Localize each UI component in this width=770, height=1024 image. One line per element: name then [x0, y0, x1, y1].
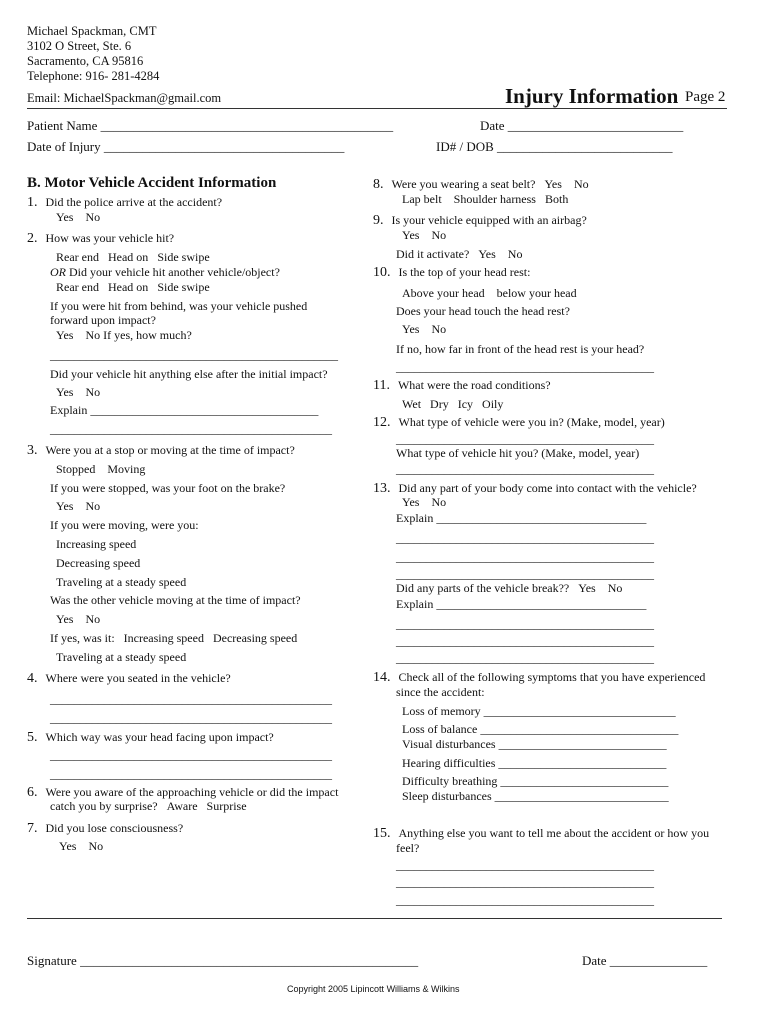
symptom-sleep[interactable]: Sleep disturbances _____________________________ [402, 789, 669, 803]
date-field[interactable]: Date ___________________________ [480, 118, 684, 133]
q13-break[interactable]: Did any parts of the vehicle break?? Yes No [396, 581, 623, 595]
q13-line6[interactable]: ___________________________________________ [396, 651, 654, 665]
q13-explain-field[interactable]: Explain ___________________________________ [396, 511, 647, 525]
q11-text: 11. What were the road conditions? [373, 378, 551, 393]
q3-steady-option[interactable]: Traveling at a steady speed [56, 575, 187, 589]
q12-text2: What type of vehicle hit you? (Make, model, year) [396, 446, 640, 460]
q7-text: 7. Did you lose consciousness? [27, 821, 184, 836]
q8-belt-options[interactable]: Lap belt Shoulder harness Both [402, 192, 569, 206]
q2-behind-text2: forward upon impact? [50, 313, 156, 327]
q3-text: 3. Were you at a stop or moving at the time of impact? [27, 443, 295, 458]
q10-touch-text: Does your head touch the head rest? [396, 304, 570, 318]
q13-text: 13. Did any part of your body come into contact with the vehicle? [373, 481, 697, 496]
q13-options[interactable]: Yes No [402, 495, 447, 509]
q2-explain-field[interactable]: Explain ______________________________________ [50, 403, 319, 417]
patient-name-field[interactable]: Patient Name _____________________________________________ [27, 118, 394, 133]
q1-options[interactable]: Yes No [56, 210, 101, 224]
q1-text: 1. Did the police arrive at the accident? [27, 195, 223, 210]
q2-behind-text: If you were hit from behind, was your vehicle pushed [50, 299, 308, 313]
footer-divider [27, 918, 722, 919]
q3-inc-option[interactable]: Increasing speed [56, 537, 137, 551]
q13-line3[interactable]: ___________________________________________ [396, 567, 654, 581]
symptom-visual[interactable]: Visual disturbances ____________________________ [402, 737, 667, 751]
q12-line2[interactable]: ___________________________________________ [396, 462, 654, 476]
clinic-street: 3102 O Street, Ste. 6 [27, 39, 132, 53]
q10-ifno-text: If no, how far in front of the head rest is your head? [396, 342, 645, 356]
clinic-email: Email: MichaelSpackman@gmail.com [27, 91, 222, 105]
q12-line[interactable]: ___________________________________________ [396, 432, 654, 446]
clinic-phone: Telephone: 916- 281-4284 [27, 69, 160, 83]
q14-text: 14. Check all of the following symptoms that you have experienced [373, 670, 706, 685]
q2-hit-options[interactable]: Rear end Head on Side swipe [56, 250, 210, 264]
clinic-city: Sacramento, CA 95816 [27, 54, 144, 68]
q2-explain-line[interactable]: _______________________________________________ [50, 422, 332, 436]
q2-text: 2. How was your vehicle hit? [27, 231, 175, 246]
q2-else-options[interactable]: Yes No [56, 385, 101, 399]
q13-explain-field2[interactable]: Explain ___________________________________ [396, 597, 647, 611]
symptom-breathing[interactable]: Difficulty breathing ____________________________ [402, 774, 669, 788]
q3-brake-text: If you were stopped, was your foot on the brake? [50, 481, 286, 495]
q3-moving-text: If you were moving, were you: [50, 518, 199, 532]
q15-text2: feel? [396, 841, 420, 855]
q15-text: 15. Anything else you want to tell me about the accident or how you [373, 826, 710, 841]
q7-options[interactable]: Yes No [59, 839, 104, 853]
q2-pushed-options[interactable]: Yes No If yes, how much? [56, 328, 192, 342]
copyright: Copyright 2005 Lipincott Williams & Wilkins [287, 984, 460, 994]
q3-other-options[interactable]: Yes No [56, 612, 101, 626]
q2-hit-other-options[interactable]: Rear end Head on Side swipe [56, 280, 210, 294]
q4-line2[interactable]: _______________________________________________ [50, 711, 332, 725]
symptom-memory[interactable]: Loss of memory ________________________________ [402, 704, 676, 718]
q10-touch-options[interactable]: Yes No [402, 322, 447, 336]
q3-other-text: Was the other vehicle moving at the time of impact? [50, 593, 301, 607]
q13-line5[interactable]: ___________________________________________ [396, 634, 654, 648]
header-divider [27, 108, 727, 109]
q3-options[interactable]: Stopped Moving [56, 462, 146, 476]
q13-line2[interactable]: ___________________________________________ [396, 550, 654, 564]
q10-line[interactable]: ___________________________________________ [396, 360, 654, 374]
q14-text2: since the accident: [396, 685, 485, 699]
q9-text: 9. Is your vehicle equipped with an airbag? [373, 213, 587, 228]
q9-options[interactable]: Yes No [402, 228, 447, 242]
id-dob-field[interactable]: ID# / DOB ___________________________ [436, 139, 673, 154]
q10-text: 10. Is the top of your head rest: [373, 265, 531, 280]
q2-how-much-line[interactable]: ________________________________________________ [50, 348, 338, 362]
clinic-name: Michael Spackman, CMT [27, 24, 157, 38]
q5-line[interactable]: _______________________________________________ [50, 748, 332, 762]
symptom-hearing[interactable]: Hearing difficulties ____________________________ [402, 756, 667, 770]
footer-date-field[interactable]: Date _______________ [582, 953, 708, 968]
q15-line2[interactable]: ___________________________________________ [396, 875, 654, 889]
signature-field[interactable]: Signature ____________________________________________________ [27, 953, 419, 968]
q4-line[interactable]: _______________________________________________ [50, 692, 332, 706]
page-number: Page 2 [685, 89, 726, 105]
q15-line1[interactable]: ___________________________________________ [396, 858, 654, 872]
q5-text: 5. Which way was your head facing upon impact? [27, 730, 274, 745]
q13-line1[interactable]: ___________________________________________ [396, 531, 654, 545]
q2-or-text: OR Did your vehicle hit another vehicle/object? [50, 265, 280, 279]
symptom-balance[interactable]: Loss of balance _________________________________ [402, 722, 679, 736]
q3-steady-option2[interactable]: Traveling at a steady speed [56, 650, 187, 664]
q3-ifyes-options[interactable]: If yes, was it: Increasing speed Decreasing speed [50, 631, 298, 645]
q3-dec-option[interactable]: Decreasing speed [56, 556, 141, 570]
q2-else-text: Did your vehicle hit anything else after the initial impact? [50, 367, 328, 381]
q11-options[interactable]: Wet Dry Icy Oily [402, 397, 504, 411]
q8-text: 8. Were you wearing a seat belt? Yes No [373, 177, 589, 192]
q4-text: 4. Where were you seated in the vehicle? [27, 671, 231, 686]
q3-brake-options[interactable]: Yes No [56, 499, 101, 513]
q12-text: 12. What type of vehicle were you in? (Make, model, year) [373, 415, 665, 430]
form-title: Injury Information [505, 84, 679, 108]
q9-activate[interactable]: Did it activate? Yes No [396, 247, 523, 261]
q13-line4[interactable]: ___________________________________________ [396, 617, 654, 631]
date-of-injury-field[interactable]: Date of Injury _____________________________________ [27, 139, 345, 154]
section-b-title: B. Motor Vehicle Accident Information [27, 175, 277, 191]
q6-text: 6. Were you aware of the approaching vehicle or did the impact [27, 785, 339, 800]
q5-line2[interactable]: _______________________________________________ [50, 767, 332, 781]
q10-options[interactable]: Above your head below your head [402, 286, 577, 300]
q6-options[interactable]: catch you by surprise? Aware Surprise [50, 799, 247, 813]
q15-line3[interactable]: ___________________________________________ [396, 893, 654, 907]
